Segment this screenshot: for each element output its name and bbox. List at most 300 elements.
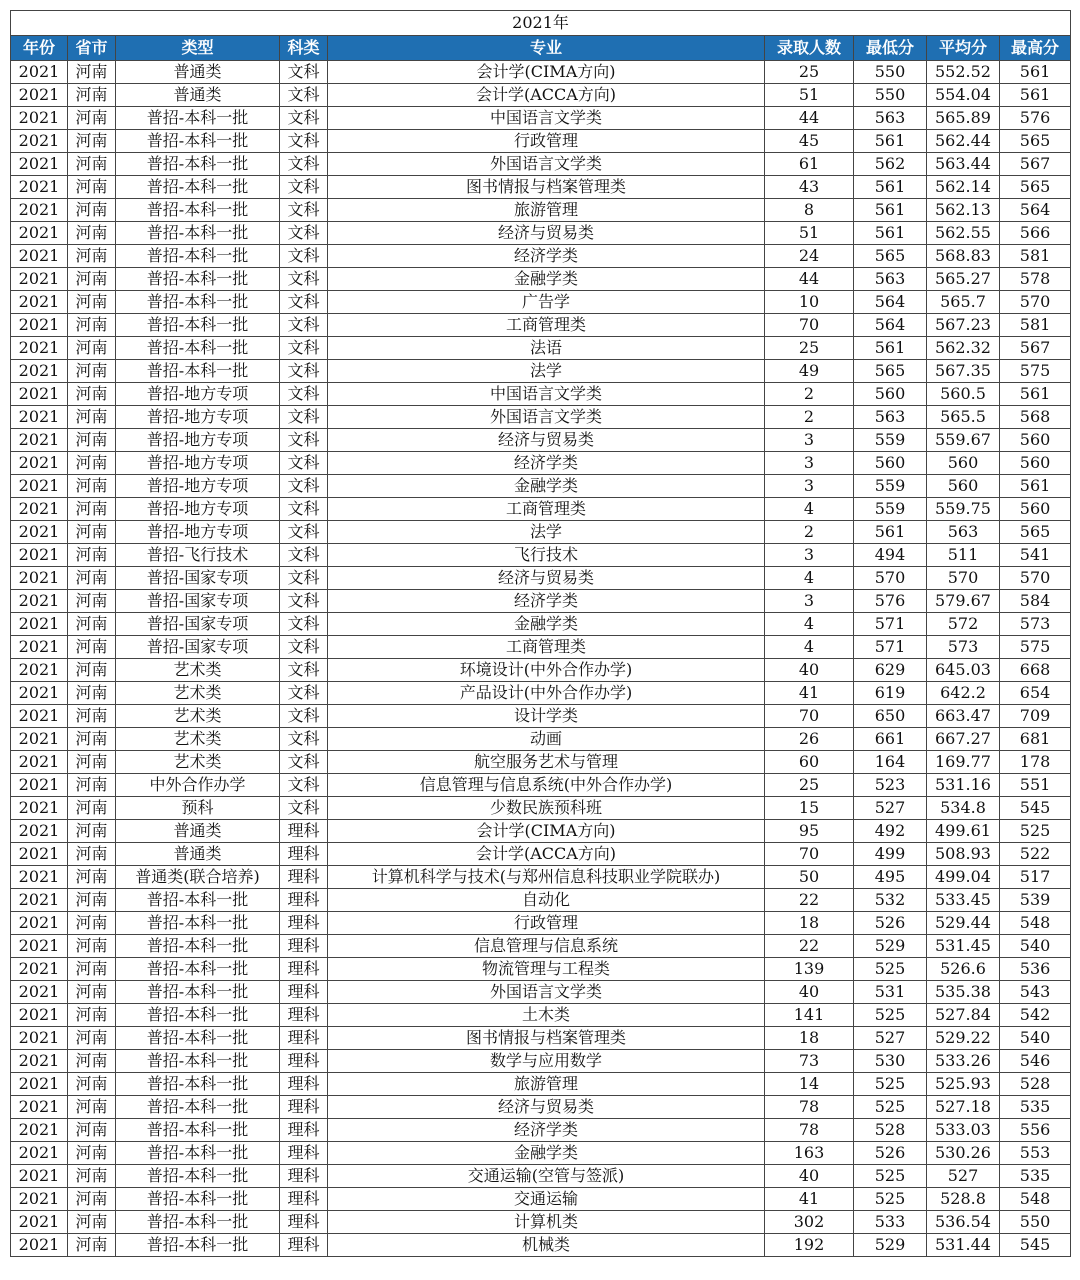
subject-cell: 理科 xyxy=(280,1004,328,1027)
province-cell: 河南 xyxy=(68,452,116,475)
province-cell: 河南 xyxy=(68,475,116,498)
province-cell: 河南 xyxy=(68,889,116,912)
type-cell: 普招-本科一批 xyxy=(116,1188,280,1211)
year-cell: 2021 xyxy=(11,1073,68,1096)
table-row xyxy=(11,314,1071,337)
max-score-cell: 668 xyxy=(1000,659,1071,682)
major-cell: 中国语言文学类 xyxy=(328,383,765,406)
enrolled-cell: 40 xyxy=(765,981,854,1004)
avg-score-cell: 527.18 xyxy=(927,1096,1000,1119)
table-row xyxy=(11,1234,1071,1257)
enrolled-cell: 70 xyxy=(765,705,854,728)
year-cell: 2021 xyxy=(11,429,68,452)
min-score-cell: 571 xyxy=(854,636,927,659)
min-score-cell: 565 xyxy=(854,360,927,383)
max-score-cell: 550 xyxy=(1000,1211,1071,1234)
province-cell: 河南 xyxy=(68,659,116,682)
province-cell: 河南 xyxy=(68,360,116,383)
subject-cell: 理科 xyxy=(280,1096,328,1119)
subject-cell: 理科 xyxy=(280,912,328,935)
major-cell: 图书情报与档案管理类 xyxy=(328,1027,765,1050)
enrolled-cell: 192 xyxy=(765,1234,854,1257)
table-row xyxy=(11,199,1071,222)
min-score-cell: 527 xyxy=(854,797,927,820)
table-row xyxy=(11,544,1071,567)
year-cell: 2021 xyxy=(11,843,68,866)
type-cell: 普招-本科一批 xyxy=(116,337,280,360)
type-cell: 艺术类 xyxy=(116,705,280,728)
max-score-cell: 546 xyxy=(1000,1050,1071,1073)
province-cell: 河南 xyxy=(68,1188,116,1211)
min-score-cell: 560 xyxy=(854,452,927,475)
max-score-cell: 570 xyxy=(1000,291,1071,314)
avg-score-cell: 663.47 xyxy=(927,705,1000,728)
enrolled-cell: 2 xyxy=(765,521,854,544)
max-score-cell: 560 xyxy=(1000,452,1071,475)
subject-cell: 文科 xyxy=(280,774,328,797)
type-cell: 艺术类 xyxy=(116,751,280,774)
table-row xyxy=(11,429,1071,452)
major-cell: 土木类 xyxy=(328,1004,765,1027)
type-cell: 普招-本科一批 xyxy=(116,130,280,153)
type-cell: 普招-国家专项 xyxy=(116,613,280,636)
table-row xyxy=(11,981,1071,1004)
table-row xyxy=(11,1188,1071,1211)
province-cell: 河南 xyxy=(68,84,116,107)
major-cell: 经济与贸易类 xyxy=(328,222,765,245)
major-cell: 金融学类 xyxy=(328,1142,765,1165)
province-cell: 河南 xyxy=(68,797,116,820)
year-cell: 2021 xyxy=(11,475,68,498)
table-row xyxy=(11,84,1071,107)
min-score-cell: 164 xyxy=(854,751,927,774)
min-score-cell: 563 xyxy=(854,406,927,429)
avg-score-cell: 560.5 xyxy=(927,383,1000,406)
avg-score-cell: 562.14 xyxy=(927,176,1000,199)
max-score-cell: 575 xyxy=(1000,636,1071,659)
major-cell: 中国语言文学类 xyxy=(328,107,765,130)
min-score-cell: 563 xyxy=(854,268,927,291)
type-cell: 普招-本科一批 xyxy=(116,1073,280,1096)
max-score-cell: 548 xyxy=(1000,912,1071,935)
table-row xyxy=(11,291,1071,314)
avg-score-cell: 562.32 xyxy=(927,337,1000,360)
year-cell: 2021 xyxy=(11,1211,68,1234)
type-cell: 普招-国家专项 xyxy=(116,636,280,659)
enrolled-cell: 8 xyxy=(765,199,854,222)
major-cell: 外国语言文学类 xyxy=(328,406,765,429)
year-cell: 2021 xyxy=(11,314,68,337)
max-score-cell: 536 xyxy=(1000,958,1071,981)
province-cell: 河南 xyxy=(68,1004,116,1027)
table-row xyxy=(11,383,1071,406)
avg-score-cell: 563.44 xyxy=(927,153,1000,176)
header-max-score: 最高分 xyxy=(1000,36,1071,61)
table-row xyxy=(11,475,1071,498)
subject-cell: 文科 xyxy=(280,636,328,659)
major-cell: 旅游管理 xyxy=(328,199,765,222)
subject-cell: 文科 xyxy=(280,797,328,820)
province-cell: 河南 xyxy=(68,1096,116,1119)
major-cell: 设计学类 xyxy=(328,705,765,728)
major-cell: 环境设计(中外合作办学) xyxy=(328,659,765,682)
type-cell: 普招-本科一批 xyxy=(116,199,280,222)
major-cell: 数学与应用数学 xyxy=(328,1050,765,1073)
major-cell: 会计学(CIMA方向) xyxy=(328,820,765,843)
subject-cell: 文科 xyxy=(280,245,328,268)
major-cell: 法学 xyxy=(328,521,765,544)
enrolled-cell: 26 xyxy=(765,728,854,751)
province-cell: 河南 xyxy=(68,866,116,889)
avg-score-cell: 533.26 xyxy=(927,1050,1000,1073)
province-cell: 河南 xyxy=(68,1073,116,1096)
province-cell: 河南 xyxy=(68,843,116,866)
min-score-cell: 559 xyxy=(854,498,927,521)
major-cell: 法语 xyxy=(328,337,765,360)
province-cell: 河南 xyxy=(68,268,116,291)
avg-score-cell: 535.38 xyxy=(927,981,1000,1004)
province-cell: 河南 xyxy=(68,429,116,452)
province-cell: 河南 xyxy=(68,912,116,935)
subject-cell: 理科 xyxy=(280,958,328,981)
avg-score-cell: 554.04 xyxy=(927,84,1000,107)
type-cell: 普招-本科一批 xyxy=(116,958,280,981)
table-row xyxy=(11,521,1071,544)
avg-score-cell: 565.5 xyxy=(927,406,1000,429)
year-cell: 2021 xyxy=(11,383,68,406)
year-cell: 2021 xyxy=(11,1004,68,1027)
table-body xyxy=(11,61,1071,1257)
avg-score-cell: 560 xyxy=(927,452,1000,475)
subject-cell: 文科 xyxy=(280,314,328,337)
province-cell: 河南 xyxy=(68,153,116,176)
table-row xyxy=(11,153,1071,176)
province-cell: 河南 xyxy=(68,774,116,797)
enrolled-cell: 3 xyxy=(765,429,854,452)
subject-cell: 文科 xyxy=(280,222,328,245)
province-cell: 河南 xyxy=(68,291,116,314)
enrolled-cell: 40 xyxy=(765,659,854,682)
table-row xyxy=(11,774,1071,797)
max-score-cell: 567 xyxy=(1000,153,1071,176)
enrolled-cell: 24 xyxy=(765,245,854,268)
province-cell: 河南 xyxy=(68,636,116,659)
avg-score-cell: 565.7 xyxy=(927,291,1000,314)
table-row xyxy=(11,567,1071,590)
table-row xyxy=(11,268,1071,291)
type-cell: 普通类(联合培养) xyxy=(116,866,280,889)
admission-score-sheet xyxy=(10,10,1070,1257)
table-row xyxy=(11,590,1071,613)
year-cell: 2021 xyxy=(11,107,68,130)
max-score-cell: 548 xyxy=(1000,1188,1071,1211)
major-cell: 机械类 xyxy=(328,1234,765,1257)
subject-cell: 理科 xyxy=(280,843,328,866)
enrolled-cell: 302 xyxy=(765,1211,854,1234)
province-cell: 河南 xyxy=(68,383,116,406)
subject-cell: 理科 xyxy=(280,866,328,889)
min-score-cell: 561 xyxy=(854,130,927,153)
table-row xyxy=(11,1119,1071,1142)
major-cell: 图书情报与档案管理类 xyxy=(328,176,765,199)
min-score-cell: 499 xyxy=(854,843,927,866)
province-cell: 河南 xyxy=(68,728,116,751)
enrolled-cell: 25 xyxy=(765,337,854,360)
province-cell: 河南 xyxy=(68,222,116,245)
table-row xyxy=(11,1004,1071,1027)
enrolled-cell: 163 xyxy=(765,1142,854,1165)
avg-score-cell: 533.45 xyxy=(927,889,1000,912)
min-score-cell: 532 xyxy=(854,889,927,912)
year-cell: 2021 xyxy=(11,1027,68,1050)
max-score-cell: 542 xyxy=(1000,1004,1071,1027)
type-cell: 普招-本科一批 xyxy=(116,1050,280,1073)
max-score-cell: 709 xyxy=(1000,705,1071,728)
year-cell: 2021 xyxy=(11,406,68,429)
avg-score-cell: 508.93 xyxy=(927,843,1000,866)
avg-score-cell: 562.44 xyxy=(927,130,1000,153)
year-cell: 2021 xyxy=(11,820,68,843)
avg-score-cell: 528.8 xyxy=(927,1188,1000,1211)
min-score-cell: 527 xyxy=(854,1027,927,1050)
year-cell: 2021 xyxy=(11,636,68,659)
max-score-cell: 581 xyxy=(1000,245,1071,268)
type-cell: 普招-飞行技术 xyxy=(116,544,280,567)
major-cell: 信息管理与信息系统 xyxy=(328,935,765,958)
min-score-cell: 523 xyxy=(854,774,927,797)
year-cell: 2021 xyxy=(11,130,68,153)
type-cell: 普通类 xyxy=(116,820,280,843)
year-cell: 2021 xyxy=(11,544,68,567)
enrolled-cell: 50 xyxy=(765,866,854,889)
avg-score-cell: 531.45 xyxy=(927,935,1000,958)
type-cell: 普招-地方专项 xyxy=(116,521,280,544)
min-score-cell: 550 xyxy=(854,61,927,84)
enrolled-cell: 22 xyxy=(765,935,854,958)
table-row xyxy=(11,912,1071,935)
subject-cell: 文科 xyxy=(280,291,328,314)
max-score-cell: 575 xyxy=(1000,360,1071,383)
province-cell: 河南 xyxy=(68,958,116,981)
subject-cell: 文科 xyxy=(280,544,328,567)
max-score-cell: 565 xyxy=(1000,130,1071,153)
table-row xyxy=(11,107,1071,130)
avg-score-cell: 570 xyxy=(927,567,1000,590)
subject-cell: 文科 xyxy=(280,337,328,360)
subject-cell: 文科 xyxy=(280,705,328,728)
header-major: 专业 xyxy=(328,36,765,61)
type-cell: 普招-本科一批 xyxy=(116,1004,280,1027)
type-cell: 普招-地方专项 xyxy=(116,498,280,521)
subject-cell: 文科 xyxy=(280,61,328,84)
max-score-cell: 565 xyxy=(1000,521,1071,544)
type-cell: 普招-本科一批 xyxy=(116,1211,280,1234)
province-cell: 河南 xyxy=(68,1027,116,1050)
avg-score-cell: 552.52 xyxy=(927,61,1000,84)
province-cell: 河南 xyxy=(68,1119,116,1142)
min-score-cell: 525 xyxy=(854,1096,927,1119)
table-row xyxy=(11,705,1071,728)
type-cell: 普招-本科一批 xyxy=(116,245,280,268)
subject-cell: 文科 xyxy=(280,521,328,544)
major-cell: 金融学类 xyxy=(328,268,765,291)
province-cell: 河南 xyxy=(68,1211,116,1234)
province-cell: 河南 xyxy=(68,337,116,360)
max-score-cell: 681 xyxy=(1000,728,1071,751)
table-row xyxy=(11,245,1071,268)
min-score-cell: 559 xyxy=(854,429,927,452)
enrolled-cell: 3 xyxy=(765,475,854,498)
min-score-cell: 526 xyxy=(854,912,927,935)
table-row xyxy=(11,1096,1071,1119)
enrolled-cell: 60 xyxy=(765,751,854,774)
year-cell: 2021 xyxy=(11,659,68,682)
enrolled-cell: 51 xyxy=(765,84,854,107)
subject-cell: 文科 xyxy=(280,475,328,498)
table-row xyxy=(11,636,1071,659)
type-cell: 普招-本科一批 xyxy=(116,1119,280,1142)
table-row xyxy=(11,61,1071,84)
year-cell: 2021 xyxy=(11,1234,68,1257)
table-row xyxy=(11,958,1071,981)
subject-cell: 文科 xyxy=(280,406,328,429)
major-cell: 行政管理 xyxy=(328,912,765,935)
min-score-cell: 525 xyxy=(854,1004,927,1027)
avg-score-cell: 667.27 xyxy=(927,728,1000,751)
type-cell: 普招-本科一批 xyxy=(116,360,280,383)
enrolled-cell: 18 xyxy=(765,912,854,935)
type-cell: 普招-本科一批 xyxy=(116,291,280,314)
avg-score-cell: 572 xyxy=(927,613,1000,636)
max-score-cell: 573 xyxy=(1000,613,1071,636)
min-score-cell: 570 xyxy=(854,567,927,590)
table-row xyxy=(11,1142,1071,1165)
province-cell: 河南 xyxy=(68,521,116,544)
enrolled-cell: 49 xyxy=(765,360,854,383)
admission-score-table xyxy=(10,10,1071,1257)
enrolled-cell: 4 xyxy=(765,498,854,521)
max-score-cell: 178 xyxy=(1000,751,1071,774)
header-avg-score: 平均分 xyxy=(927,36,1000,61)
min-score-cell: 525 xyxy=(854,1165,927,1188)
max-score-cell: 541 xyxy=(1000,544,1071,567)
enrolled-cell: 70 xyxy=(765,314,854,337)
year-cell: 2021 xyxy=(11,981,68,1004)
year-cell: 2021 xyxy=(11,222,68,245)
province-cell: 河南 xyxy=(68,498,116,521)
enrolled-cell: 78 xyxy=(765,1119,854,1142)
enrolled-cell: 139 xyxy=(765,958,854,981)
year-cell: 2021 xyxy=(11,1096,68,1119)
subject-cell: 文科 xyxy=(280,84,328,107)
subject-cell: 文科 xyxy=(280,107,328,130)
type-cell: 普招-本科一批 xyxy=(116,314,280,337)
major-cell: 行政管理 xyxy=(328,130,765,153)
subject-cell: 理科 xyxy=(280,935,328,958)
avg-score-cell: 526.6 xyxy=(927,958,1000,981)
year-cell: 2021 xyxy=(11,866,68,889)
avg-score-cell: 565.89 xyxy=(927,107,1000,130)
min-score-cell: 565 xyxy=(854,245,927,268)
avg-score-cell: 559.75 xyxy=(927,498,1000,521)
min-score-cell: 533 xyxy=(854,1211,927,1234)
min-score-cell: 561 xyxy=(854,222,927,245)
avg-score-cell: 511 xyxy=(927,544,1000,567)
type-cell: 普招-地方专项 xyxy=(116,475,280,498)
major-cell: 工商管理类 xyxy=(328,314,765,337)
max-score-cell: 528 xyxy=(1000,1073,1071,1096)
subject-cell: 文科 xyxy=(280,452,328,475)
major-cell: 金融学类 xyxy=(328,613,765,636)
province-cell: 河南 xyxy=(68,544,116,567)
subject-cell: 文科 xyxy=(280,567,328,590)
max-score-cell: 560 xyxy=(1000,429,1071,452)
avg-score-cell: 169.77 xyxy=(927,751,1000,774)
table-row xyxy=(11,682,1071,705)
table-row xyxy=(11,130,1071,153)
avg-score-cell: 531.16 xyxy=(927,774,1000,797)
enrolled-cell: 51 xyxy=(765,222,854,245)
table-row xyxy=(11,360,1071,383)
type-cell: 普招-国家专项 xyxy=(116,567,280,590)
major-cell: 物流管理与工程类 xyxy=(328,958,765,981)
min-score-cell: 564 xyxy=(854,291,927,314)
major-cell: 交通运输(空管与签派) xyxy=(328,1165,765,1188)
major-cell: 会计学(ACCA方向) xyxy=(328,84,765,107)
major-cell: 动画 xyxy=(328,728,765,751)
province-cell: 河南 xyxy=(68,1142,116,1165)
max-score-cell: 535 xyxy=(1000,1096,1071,1119)
max-score-cell: 522 xyxy=(1000,843,1071,866)
enrolled-cell: 73 xyxy=(765,1050,854,1073)
year-cell: 2021 xyxy=(11,61,68,84)
year-cell: 2021 xyxy=(11,1142,68,1165)
table-row xyxy=(11,751,1071,774)
max-score-cell: 568 xyxy=(1000,406,1071,429)
table-row xyxy=(11,866,1071,889)
max-score-cell: 561 xyxy=(1000,383,1071,406)
type-cell: 普招-国家专项 xyxy=(116,590,280,613)
header-enrolled: 录取人数 xyxy=(765,36,854,61)
max-score-cell: 564 xyxy=(1000,199,1071,222)
max-score-cell: 545 xyxy=(1000,1234,1071,1257)
enrolled-cell: 18 xyxy=(765,1027,854,1050)
year-cell: 2021 xyxy=(11,268,68,291)
avg-score-cell: 642.2 xyxy=(927,682,1000,705)
enrolled-cell: 78 xyxy=(765,1096,854,1119)
province-cell: 河南 xyxy=(68,935,116,958)
type-cell: 普招-本科一批 xyxy=(116,1234,280,1257)
subject-cell: 理科 xyxy=(280,1050,328,1073)
subject-cell: 理科 xyxy=(280,1027,328,1050)
major-cell: 会计学(CIMA方向) xyxy=(328,61,765,84)
year-cell: 2021 xyxy=(11,751,68,774)
enrolled-cell: 4 xyxy=(765,567,854,590)
province-cell: 河南 xyxy=(68,981,116,1004)
min-score-cell: 561 xyxy=(854,521,927,544)
major-cell: 工商管理类 xyxy=(328,498,765,521)
province-cell: 河南 xyxy=(68,176,116,199)
year-cell: 2021 xyxy=(11,1119,68,1142)
type-cell: 艺术类 xyxy=(116,659,280,682)
type-cell: 预科 xyxy=(116,797,280,820)
type-cell: 普招-本科一批 xyxy=(116,222,280,245)
max-score-cell: 561 xyxy=(1000,61,1071,84)
min-score-cell: 531 xyxy=(854,981,927,1004)
type-cell: 普招-地方专项 xyxy=(116,406,280,429)
avg-score-cell: 499.04 xyxy=(927,866,1000,889)
subject-cell: 文科 xyxy=(280,199,328,222)
